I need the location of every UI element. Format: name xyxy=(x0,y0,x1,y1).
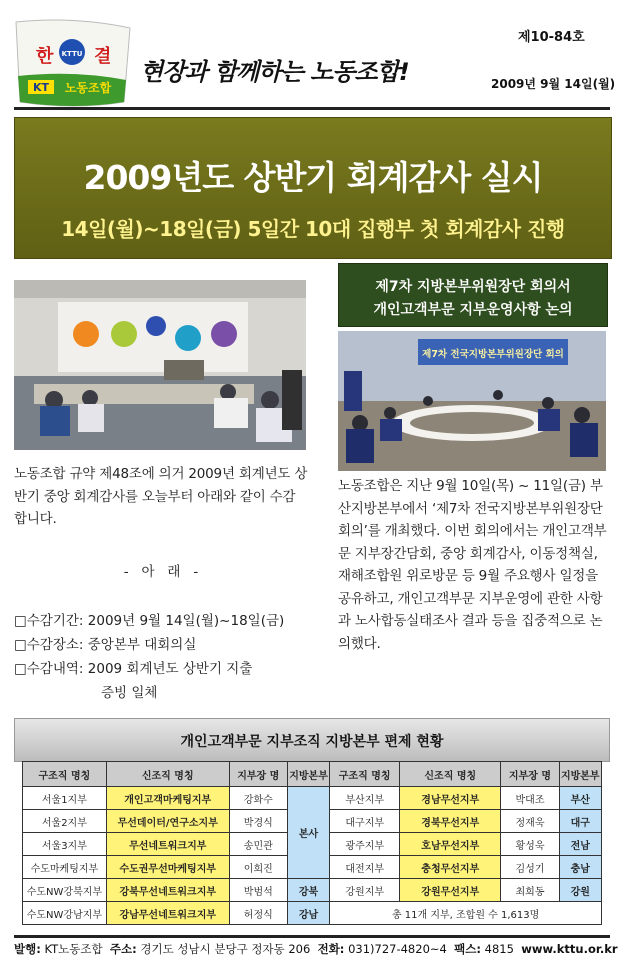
fax-label: 팩스: xyxy=(454,942,481,956)
regional-hq: 전남 xyxy=(559,833,601,856)
audit-intro-text: 노동조합 규약 제48조에 의거 2009년 회계년도 상반기 중앙 회계감사를 오늘부터 아래와 같이 수감합니다. xyxy=(14,466,308,527)
publisher: KT노동조합 xyxy=(44,942,103,956)
regional-hq: 강남 xyxy=(287,902,329,925)
col-header: 지부장 명 xyxy=(229,762,287,787)
branch-chief: 강화수 xyxy=(229,787,287,810)
new-branch: 경북무선지부 xyxy=(400,810,501,833)
col-header: 지방본부 xyxy=(287,762,329,787)
old-branch: 강원지부 xyxy=(330,879,400,902)
audit-details-label: □수감내역: xyxy=(14,661,84,677)
table-header-row xyxy=(23,762,602,787)
meeting-article-text: 노동조합은 지난 9월 10일(목) ~ 11일(금) 부산지방본부에서 ‘제7차 전국지방본부위원장단 회의’를 개최했다. 이번 회의에서는 개인고객부문 지부장간담회, 중앙 회계감사, 이동정책실, 재해조합원 위로방문 등 9월 주요행사 일정을 공유하고, 개인고객부문 지부운영에 관한 사항과 노사합동실태조사 결과 등을 집중적으로 논의했다. xyxy=(338,478,607,652)
table-title: 개인고객부문 지부조직 지방본부 편제 현황 xyxy=(180,734,444,750)
audit-place xyxy=(14,633,196,653)
old-branch: 수도마케팅지부 xyxy=(23,856,107,879)
new-branch: 강남무선네트워크지부 xyxy=(106,902,229,925)
old-branch: 수도NW강남지부 xyxy=(23,902,107,925)
branch-chief: 이희진 xyxy=(229,856,287,879)
issue-date: 2009년 9월 14일(월) xyxy=(491,77,616,91)
old-branch: 수도NW강북지부 xyxy=(23,879,107,902)
branch-chief: 송민관 xyxy=(229,833,287,856)
audit-meeting-photo xyxy=(14,280,306,450)
audit-place-value: 중앙본부 대회의실 xyxy=(87,637,197,653)
headline-banner xyxy=(14,117,612,259)
issue-number: 제10-84호 xyxy=(518,30,585,45)
col-header: 신조직 명칭 xyxy=(106,762,229,787)
regional-hq: 충남 xyxy=(559,856,601,879)
fax: 4815 xyxy=(484,942,514,956)
phone-label: 전화: xyxy=(317,942,345,956)
branch-organization-table xyxy=(22,761,602,925)
address-label: 주소: xyxy=(109,942,137,956)
slogan: 현장과 함께하는 노동조합! xyxy=(140,58,409,86)
svg-text:결: 결 xyxy=(94,46,112,67)
old-branch: 대구지부 xyxy=(330,810,400,833)
phone: 031)727-4820~4 xyxy=(348,942,447,956)
address: 경기도 성남시 분당구 정자동 206 xyxy=(140,942,311,956)
audit-details-value: 2009 회계년도 상반기 지출 xyxy=(87,661,253,677)
headline-subtitle: 14일(월)~18일(금) 5일간 10대 집행부 첫 회계감사 진행 xyxy=(61,217,565,241)
audit-details-cont: 증빙 일체 xyxy=(101,685,158,701)
table-row xyxy=(23,879,602,902)
meeting-title-line1: 제7차 지방본부위원장단 회의서 xyxy=(375,279,571,295)
new-branch: 무선네트워크지부 xyxy=(106,833,229,856)
meeting-banner-text: 제7차 전국지방본부위원장단 회의 xyxy=(422,349,564,360)
new-branch: 호남무선지부 xyxy=(400,833,501,856)
branch-chief: 허정식 xyxy=(229,902,287,925)
svg-text:KTTU: KTTU xyxy=(61,50,83,58)
meeting-article-title xyxy=(338,263,608,327)
new-branch: 경남무선지부 xyxy=(400,787,501,810)
meeting-title-line2: 개인고객부문 지부운영사항 논의 xyxy=(373,302,573,318)
col-header: 신조직 명칭 xyxy=(400,762,501,787)
old-branch: 서울1지부 xyxy=(23,787,107,810)
regional-meeting-photo xyxy=(338,331,606,471)
col-header: 구조직 명칭 xyxy=(330,762,400,787)
branch-chief: 박대조 xyxy=(501,787,559,810)
header-rule xyxy=(14,107,610,110)
old-branch: 광주지부 xyxy=(330,833,400,856)
below-heading: - 아 래 - xyxy=(123,564,199,580)
audit-place-label: □수감장소: xyxy=(14,637,84,653)
branch-chief: 황성욱 xyxy=(501,833,559,856)
svg-text:한: 한 xyxy=(36,46,54,67)
new-branch: 충청무선지부 xyxy=(400,856,501,879)
branch-chief: 박범석 xyxy=(229,879,287,902)
headline-title: 2009년도 상반기 회계감사 실시 xyxy=(83,158,543,197)
new-branch: 개인고객마케팅지부 xyxy=(106,787,229,810)
regional-hq: 강원 xyxy=(559,879,601,902)
col-header: 지부장 명 xyxy=(501,762,559,787)
audit-period xyxy=(14,609,284,629)
footer-rule xyxy=(14,935,610,938)
new-branch: 강북무선네트워크지부 xyxy=(106,879,229,902)
table-row xyxy=(23,787,602,810)
table-title-bar xyxy=(14,718,610,762)
new-branch: 강원무선지부 xyxy=(400,879,501,902)
table-total: 총 11개 지부, 조합원 수 1,613명 xyxy=(330,902,602,925)
branch-chief: 정재욱 xyxy=(501,810,559,833)
new-branch: 수도권무선마케팅지부 xyxy=(106,856,229,879)
regional-hq: 부산 xyxy=(559,787,601,810)
website-link[interactable]: www.kttu.or.kr xyxy=(521,942,618,956)
regional-hq: 본사 xyxy=(287,787,329,879)
union-flag-logo xyxy=(14,18,132,110)
old-branch: 서울3지부 xyxy=(23,833,107,856)
new-branch: 무선데이터/연구소지부 xyxy=(106,810,229,833)
col-header: 지방본부 xyxy=(559,762,601,787)
old-branch: 서울2지부 xyxy=(23,810,107,833)
branch-chief: 최희동 xyxy=(501,879,559,902)
svg-text:노동조합: 노동조합 xyxy=(64,81,112,95)
branch-chief: 김성기 xyxy=(501,856,559,879)
footer xyxy=(14,941,618,957)
table-row xyxy=(23,902,602,925)
svg-text:KT: KT xyxy=(32,81,50,94)
publisher-label: 발행: xyxy=(14,942,41,956)
audit-period-label: □수감기간: xyxy=(14,613,84,629)
regional-hq: 대구 xyxy=(559,810,601,833)
old-branch: 대전지부 xyxy=(330,856,400,879)
regional-hq: 강북 xyxy=(287,879,329,902)
branch-chief: 박경식 xyxy=(229,810,287,833)
audit-period-value: 2009년 9월 14일(월)~18일(금) xyxy=(87,613,285,629)
old-branch: 부산지부 xyxy=(330,787,400,810)
audit-details xyxy=(14,657,252,677)
col-header: 구조직 명칭 xyxy=(23,762,107,787)
